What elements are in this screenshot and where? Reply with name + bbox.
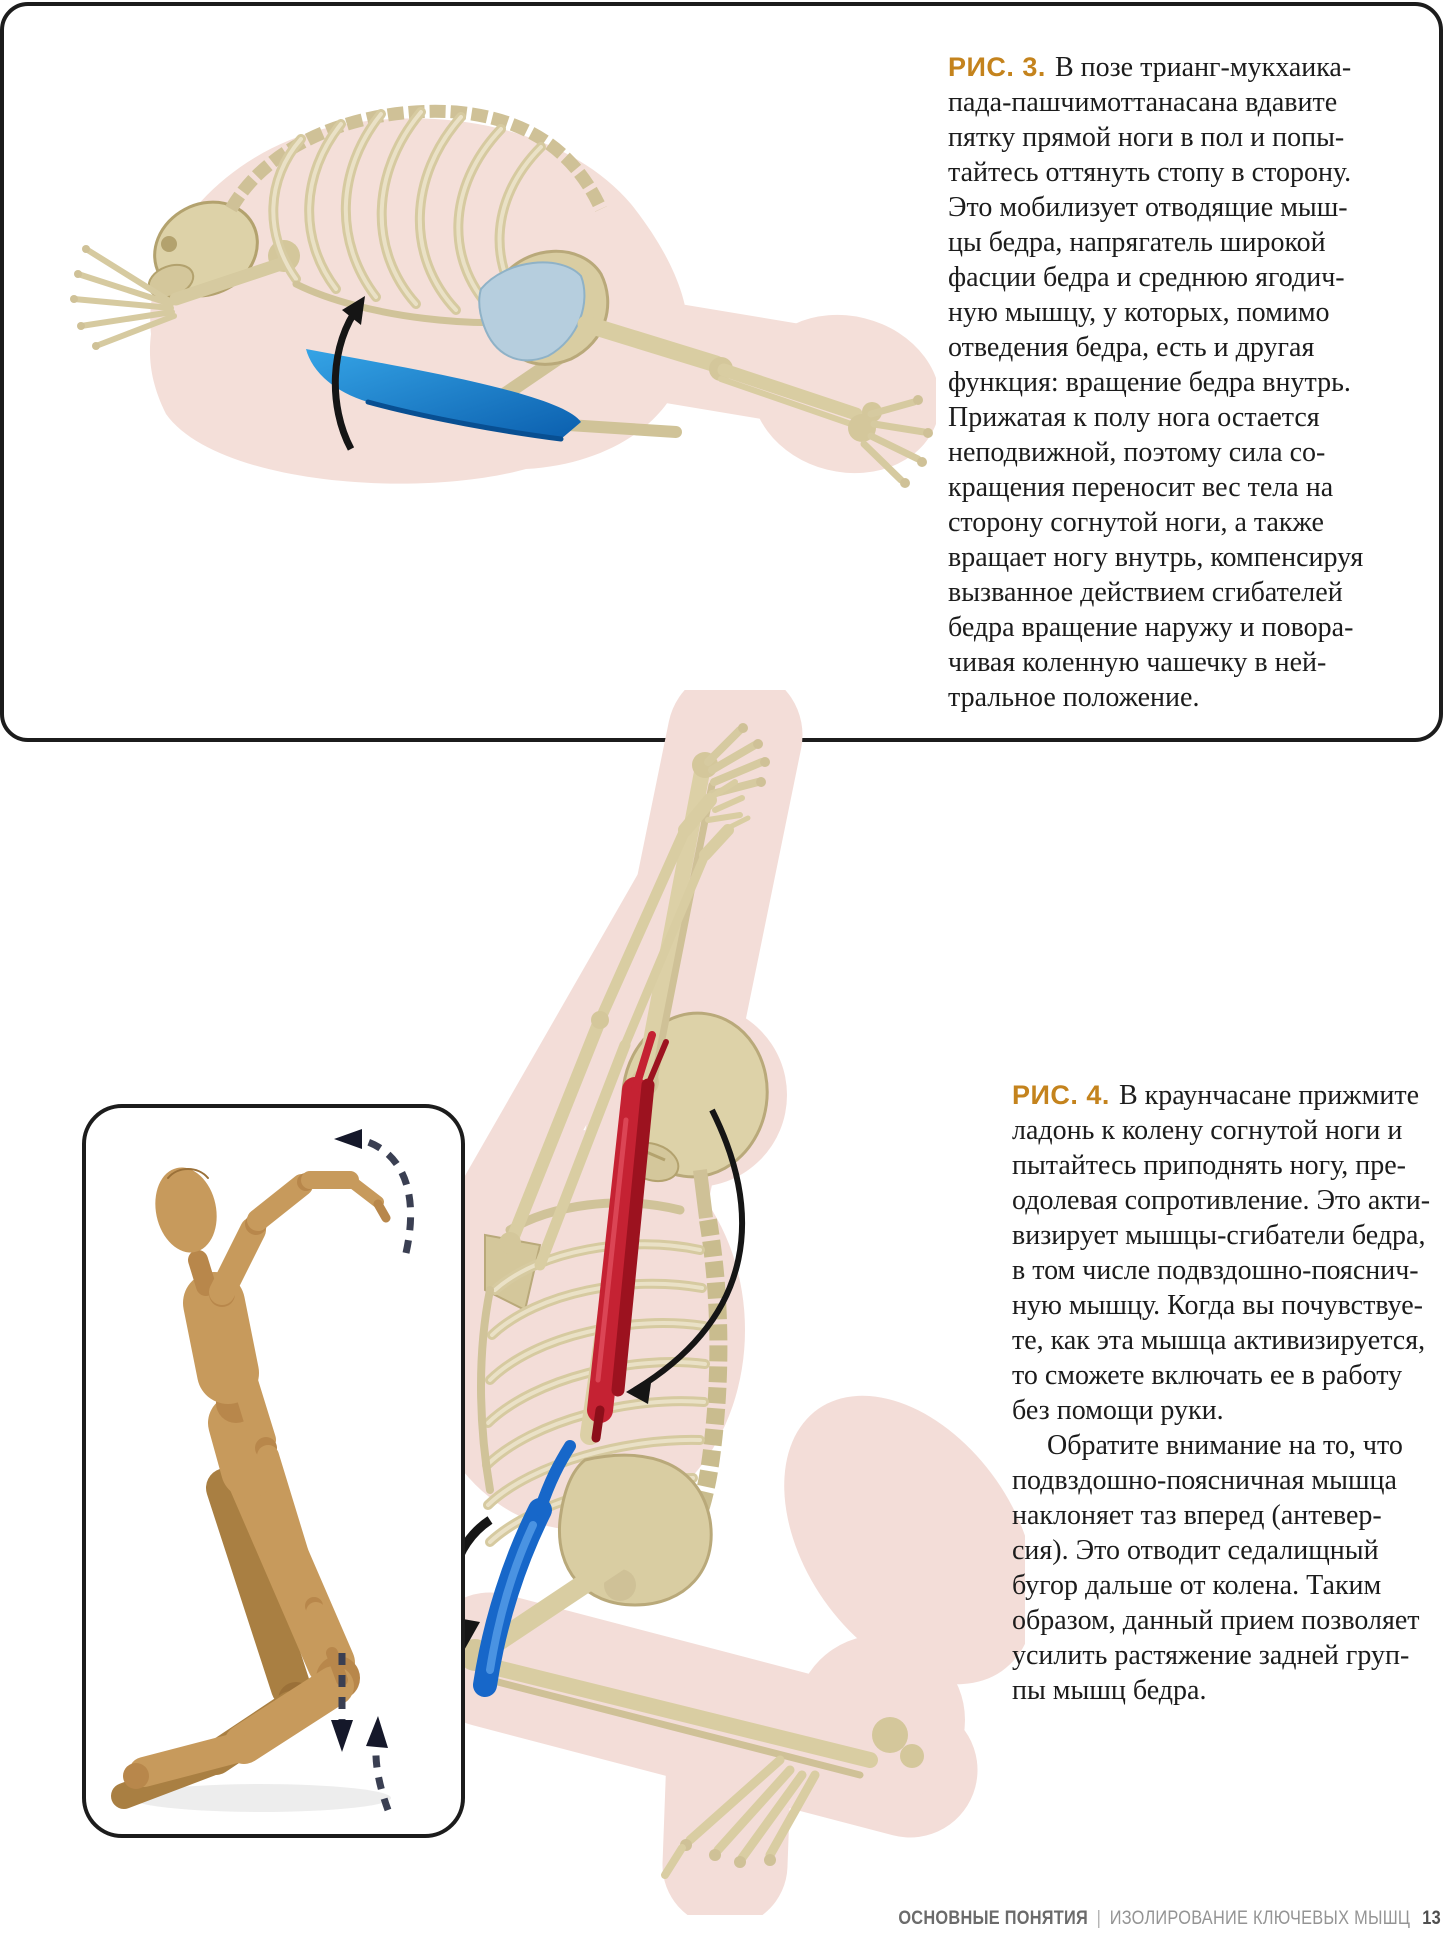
figure4-label: РИС. 4. (1012, 1080, 1110, 1110)
mannequin-box (82, 1104, 465, 1838)
figure3-caption-lines (948, 85, 1430, 715)
text-line: пы мышц бедра. (1012, 1675, 1207, 1706)
text-line: сия). Это отводит седалищный (1012, 1535, 1379, 1566)
text-line: подвздошно-поясничная мышца (1012, 1465, 1397, 1496)
text-line: наклоняет таз вперед (антевер- (1012, 1500, 1382, 1531)
text-line: образом, данный прием позволяет (1012, 1605, 1420, 1636)
wooden-mannequin (123, 1162, 386, 1796)
figure4-caption-lines (1012, 1113, 1445, 1708)
text-line: одолевая сопротивление. Это акти- (1012, 1185, 1431, 1216)
footer-separator: | (1096, 1908, 1102, 1929)
text-line: без помощи руки. (1012, 1395, 1224, 1426)
figure3-box (0, 2, 1443, 742)
text-line: усилить растяжение задней груп- (1012, 1640, 1410, 1671)
text-line: вызванное действием сгибателей (948, 577, 1343, 608)
figure3-skeleton-illustration (56, 84, 936, 664)
text-line: пятку прямой ноги в пол и попы- (948, 122, 1345, 153)
page-footer (898, 1908, 1441, 1930)
figure4-skeleton-illustration (390, 690, 1025, 1915)
text-line: бугор дальше от колена. Таким (1012, 1570, 1382, 1601)
figure3-caption (948, 50, 1430, 715)
text-line: цы бедра, напрягатель широкой (948, 227, 1326, 258)
text-line: РИС. 4. В краунчасане прижмите (1012, 1080, 1420, 1111)
text-line: ладонь к колену согнутой ноги и (1012, 1115, 1403, 1146)
mannequin-illustration (86, 1108, 461, 1834)
text-line: пада-пашчимоттанасана вдавите (948, 87, 1338, 118)
text-line: функция: вращение бедра внутрь. (948, 367, 1351, 398)
page-number: 13 (1422, 1908, 1441, 1929)
text-line: визирует мышцы-сгибатели бедра, (1012, 1220, 1426, 1251)
footer-section-title: ОСНОВНЫЕ ПОНЯТИЯ (898, 1908, 1088, 1929)
text-line: ную мышцу. Когда вы почувствуе- (1012, 1290, 1423, 1321)
text-line: Обратите внимание на то, что (1012, 1430, 1403, 1461)
text-line: Прижатая к полу нога остается (948, 402, 1320, 433)
text-line: Это мобилизует отводящие мыш- (948, 192, 1348, 223)
text-line: РИС. 3. В позе трианг-мукхаика- (948, 52, 1352, 83)
text-line: чивая коленную чашечку в ней- (948, 647, 1327, 678)
text-line: ную мышцу, у которых, помимо (948, 297, 1330, 328)
text-line: кращения переносит вес тела на (948, 472, 1334, 503)
text-line: пытайтесь приподнять ногу, пре- (1012, 1150, 1407, 1181)
text-line: в том числе подвздошно-пояснич- (1012, 1255, 1419, 1286)
text-line: тайтесь оттянуть стопу в сторону. (948, 157, 1352, 188)
figure3-label: РИС. 3. (948, 52, 1046, 82)
text-line: фасции бедра и среднюю ягодич- (948, 262, 1345, 293)
text-line: бедра вращение наружу и повора- (948, 612, 1354, 643)
text-line: то сможете включать ее в работу (1012, 1360, 1403, 1391)
text-line: вращает ногу внутрь, компенсируя (948, 542, 1364, 573)
text-line: неподвижной, поэтому сила со- (948, 437, 1326, 468)
footer-chapter-title: ИЗОЛИРОВАНИЕ КЛЮЧЕВЫХ МЫШЦ (1109, 1908, 1411, 1929)
text-line: тральное положение. (948, 682, 1200, 713)
text-line: те, как эта мышца активизируется, (1012, 1325, 1426, 1356)
text-line: сторону согнутой ноги, а также (948, 507, 1324, 538)
figure4-caption (1012, 1078, 1445, 1708)
text-line: отведения бедра, есть и другая (948, 332, 1315, 363)
